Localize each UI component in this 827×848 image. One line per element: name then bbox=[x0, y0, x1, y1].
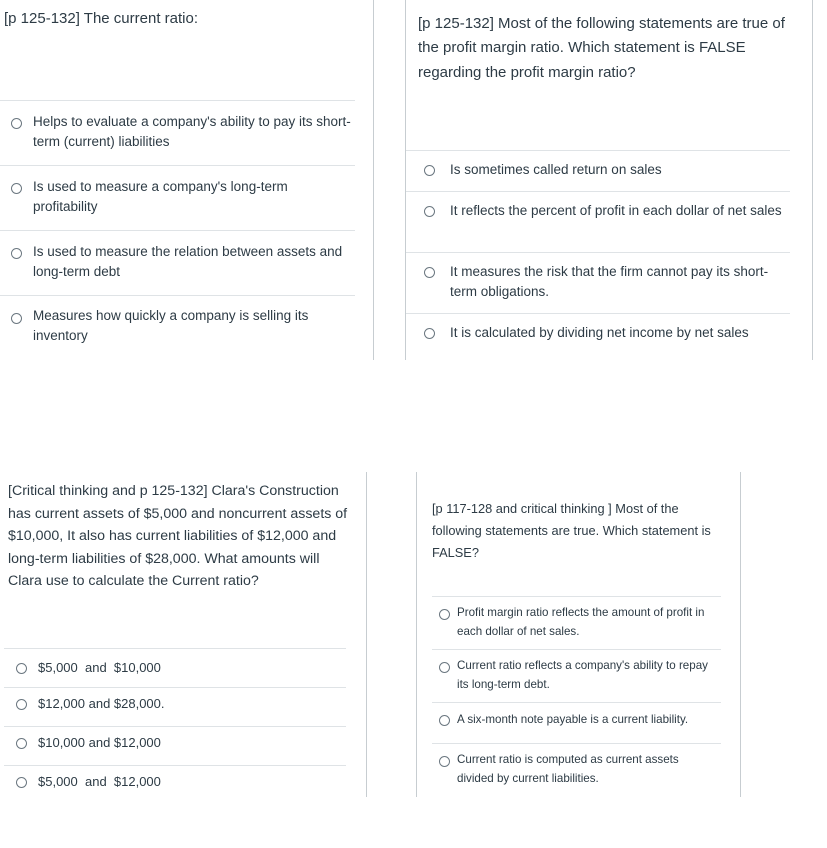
radio-button[interactable] bbox=[16, 738, 27, 749]
radio-button[interactable] bbox=[439, 756, 450, 767]
q4-option-3[interactable] bbox=[432, 702, 721, 743]
option-label: $5,000 and $12,000 bbox=[38, 774, 161, 789]
question-1-options bbox=[0, 100, 355, 360]
option-label: It is calculated by dividing net income by net sales bbox=[450, 325, 749, 340]
option-label: A six-month note payable is a current liability. bbox=[457, 713, 689, 726]
q2-option-4[interactable] bbox=[406, 313, 790, 360]
question-1-text: [p 125-132] The current ratio: bbox=[4, 10, 199, 27]
radio-button[interactable] bbox=[16, 699, 27, 710]
divider-q3-right bbox=[366, 472, 367, 797]
q1-option-2[interactable] bbox=[0, 165, 355, 230]
radio-button[interactable] bbox=[11, 183, 22, 194]
option-label: $12,000 and $28,000. bbox=[38, 696, 165, 711]
radio-button[interactable] bbox=[424, 328, 435, 339]
q4-option-4[interactable] bbox=[432, 743, 721, 796]
question-2 bbox=[406, 0, 812, 360]
q3-option-4[interactable] bbox=[4, 765, 346, 804]
q1-option-4[interactable] bbox=[0, 295, 355, 360]
option-label: $5,000 and $10,000 bbox=[38, 660, 161, 675]
q3-option-1[interactable] bbox=[4, 648, 346, 687]
radio-button[interactable] bbox=[424, 165, 435, 176]
radio-button[interactable] bbox=[11, 118, 22, 129]
option-label: It measures the risk that the firm cannot pay its short-term obligations. bbox=[450, 264, 769, 299]
q2-option-1[interactable] bbox=[406, 150, 790, 191]
question-3-options bbox=[4, 648, 346, 802]
radio-button[interactable] bbox=[11, 313, 22, 324]
option-label: Is used to measure the relation between assets and long-term debt bbox=[33, 244, 343, 279]
divider-q1-right bbox=[373, 0, 374, 360]
option-label: Profit margin ratio reflects the amount of profit in each dollar of net sales. bbox=[457, 606, 705, 638]
option-label: Is sometimes called return on sales bbox=[450, 162, 662, 177]
q4-option-2[interactable] bbox=[432, 649, 721, 702]
radio-button[interactable] bbox=[11, 248, 22, 259]
q2-option-2[interactable] bbox=[406, 191, 790, 252]
radio-button[interactable] bbox=[16, 663, 27, 674]
divider-q4-right bbox=[740, 472, 741, 797]
radio-button[interactable] bbox=[16, 777, 27, 788]
q4-option-1[interactable] bbox=[432, 596, 721, 649]
radio-button[interactable] bbox=[439, 715, 450, 726]
question-2-options bbox=[406, 150, 790, 360]
question-4-options bbox=[432, 596, 721, 796]
option-label: Is used to measure a company's long-term profitability bbox=[33, 179, 288, 214]
option-label: Current ratio is computed as current assets divided by current liabilities. bbox=[457, 753, 679, 785]
question-1 bbox=[0, 0, 360, 360]
question-3 bbox=[0, 472, 366, 802]
q3-option-2[interactable] bbox=[4, 687, 346, 726]
option-label: Measures how quickly a company is selling its inventory bbox=[33, 308, 309, 343]
option-label: $10,000 and $12,000 bbox=[38, 735, 161, 750]
option-label: Helps to evaluate a company's ability to pay its short-term (current) liabilities bbox=[33, 114, 351, 149]
q1-option-3[interactable] bbox=[0, 230, 355, 295]
question-3-text: [Critical thinking and p 125-132] Clara's Construction has current assets of $5,000 and noncurrent assets of $10,000, It also has current liabilities of $12,000 and long-term liabilities of $28,000. What amounts will Clara use to calculate the Current ratio? bbox=[8, 483, 348, 590]
radio-button[interactable] bbox=[439, 609, 450, 620]
question-2-text: [p 125-132] Most of the following statements are true of the profit margin ratio. Which statement is FALSE regarding the profit margin ratio? bbox=[418, 15, 785, 81]
question-4-text: [p 117-128 and critical thinking ] Most of the following statements are true. Which statement is FALSE? bbox=[432, 501, 711, 560]
q3-option-3[interactable] bbox=[4, 726, 346, 765]
radio-button[interactable] bbox=[424, 206, 435, 217]
radio-button[interactable] bbox=[439, 662, 450, 673]
q1-option-1[interactable] bbox=[0, 100, 355, 165]
option-label: It reflects the percent of profit in each dollar of net sales bbox=[450, 203, 782, 218]
option-label: Current ratio reflects a company's ability to repay its long-term debt. bbox=[457, 659, 708, 691]
divider-q2-right bbox=[812, 0, 813, 360]
radio-button[interactable] bbox=[424, 267, 435, 278]
question-4 bbox=[417, 472, 740, 802]
q2-option-3[interactable] bbox=[406, 252, 790, 313]
